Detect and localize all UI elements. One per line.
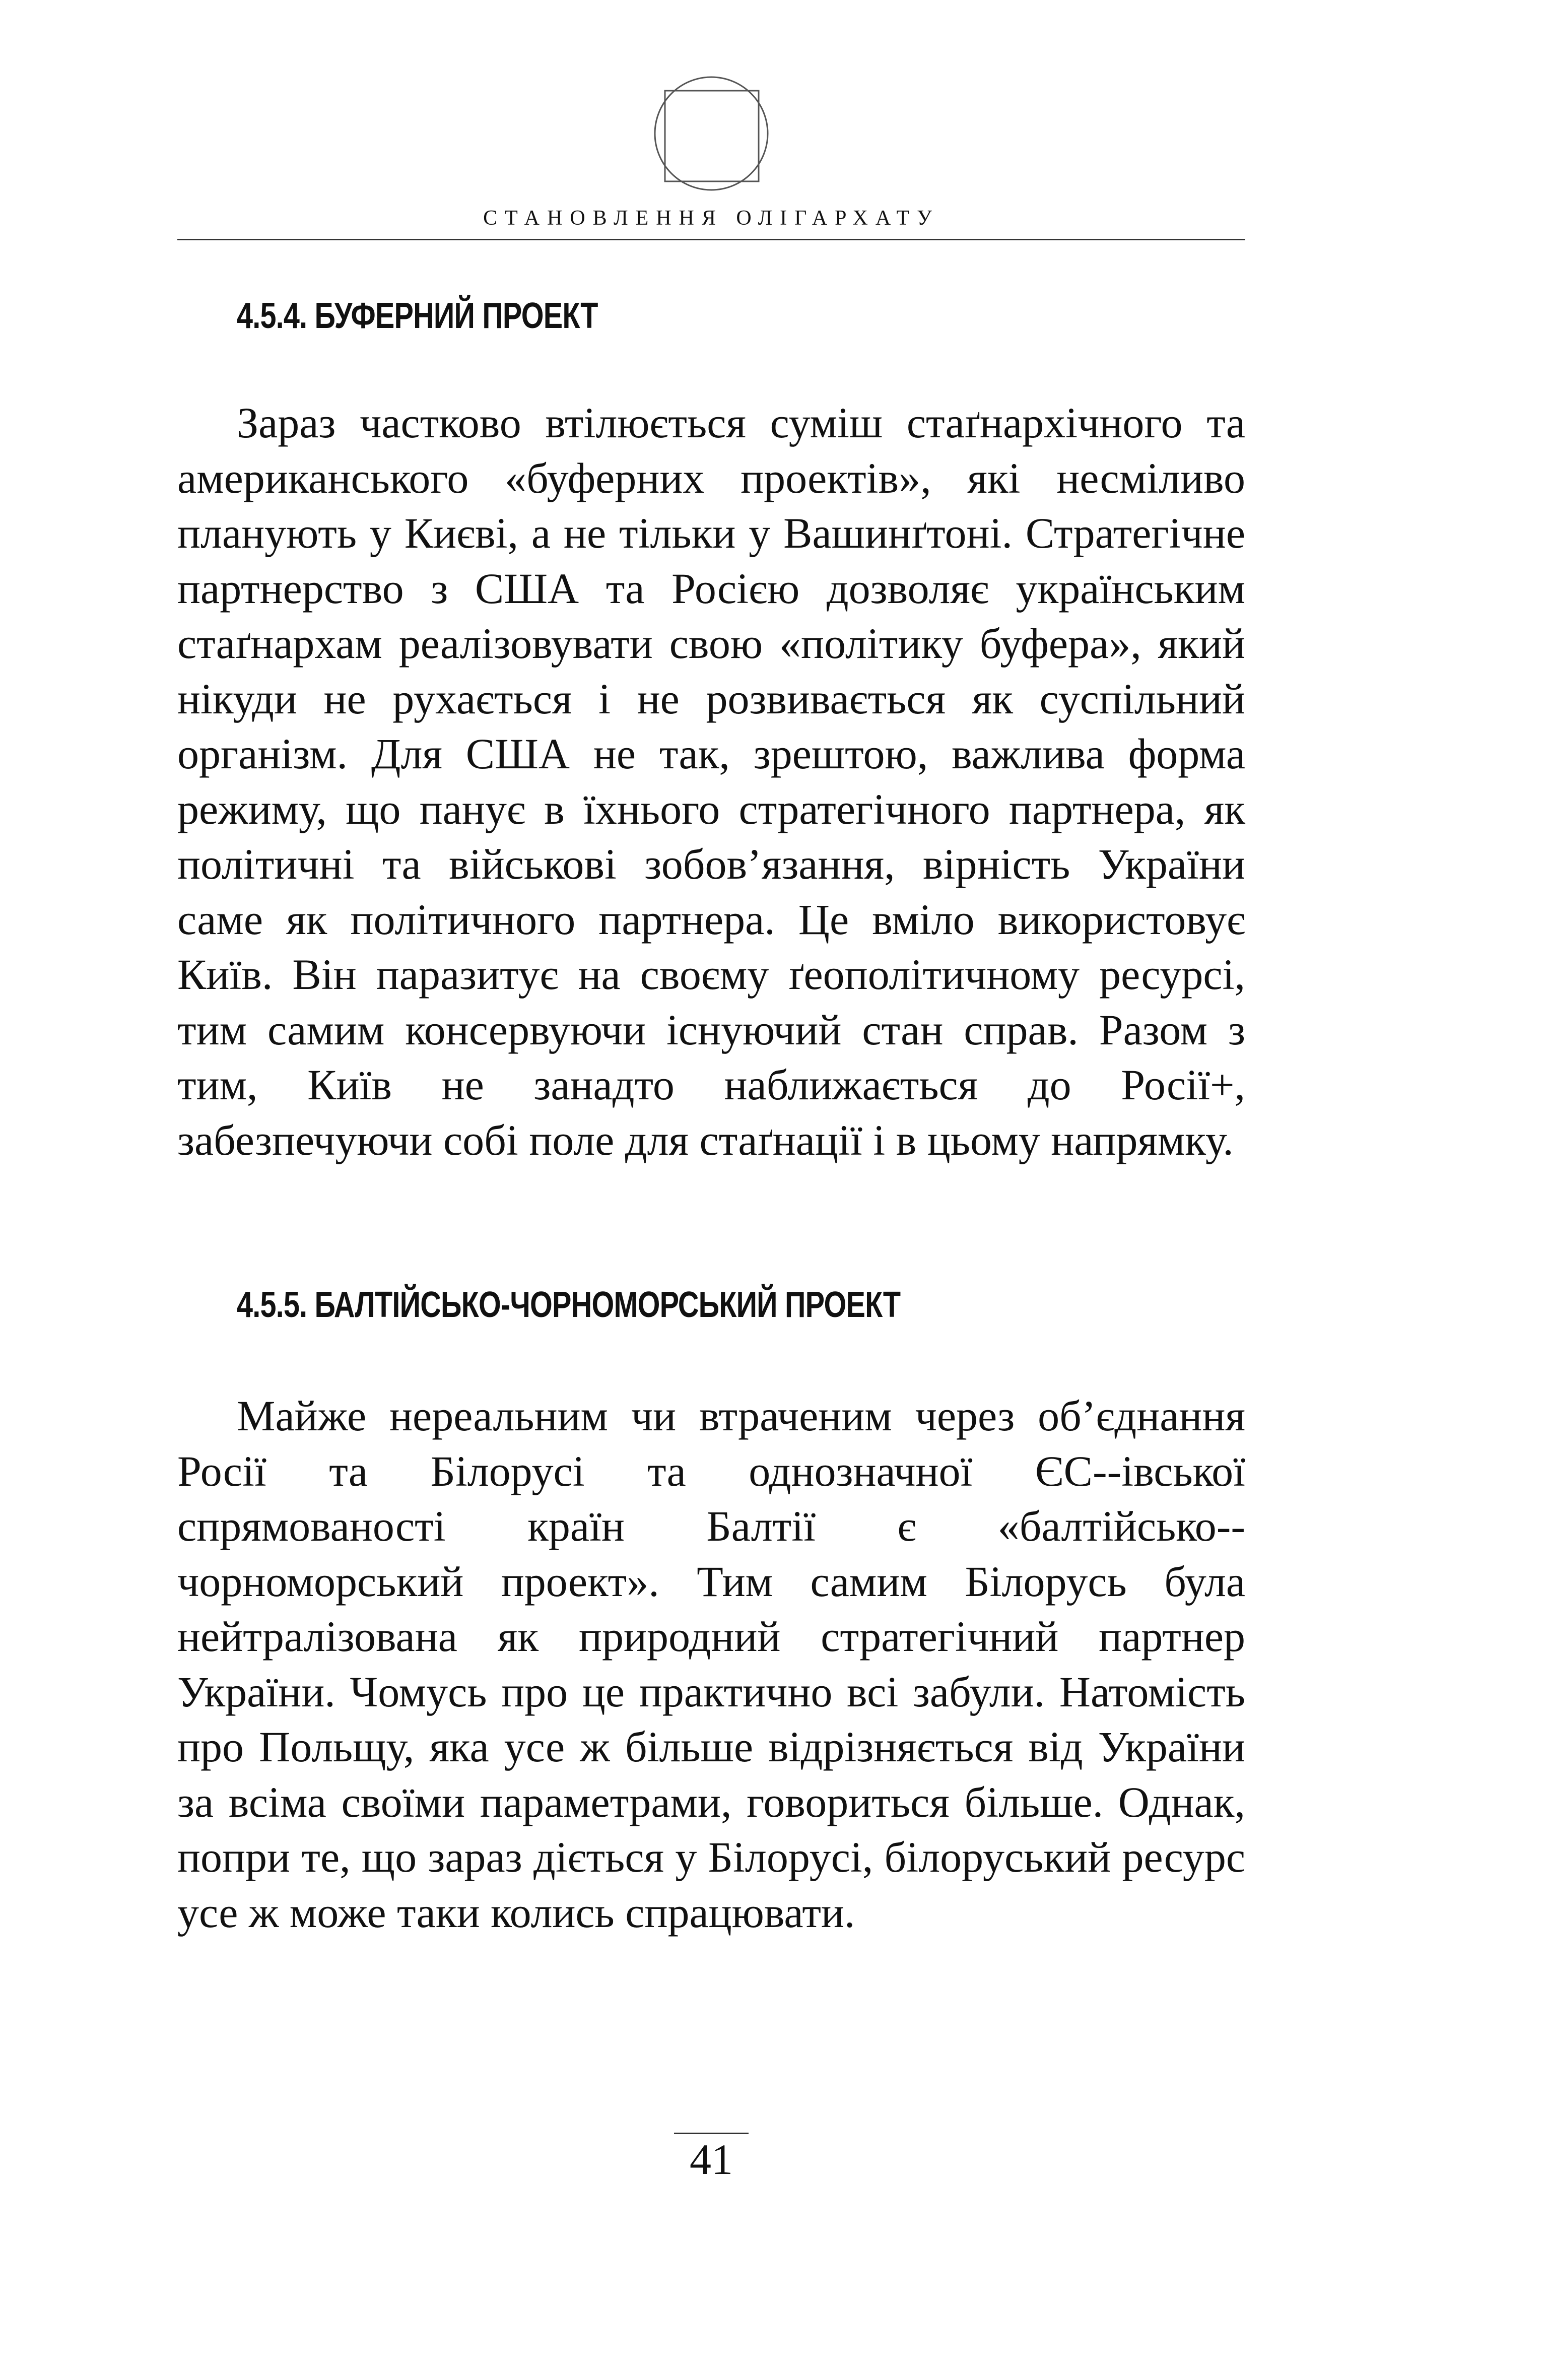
page-number: 41 (690, 2135, 733, 2184)
circle-square-emblem-icon (653, 76, 769, 191)
running-head: СТАНОВЛЕННЯ ОЛІГАРХАТУ (483, 207, 939, 230)
section-heading-buffer-project: 4.5.4. БУФЕРНИЙ ПРОЕКТ (237, 296, 598, 336)
section-paragraph-buffer-project: Зараз частково втілюється суміш стаґнархічного та американського «буферних проектів», які несміливо планують у Києві, а не тільки у Вашинґтоні. Стратегічне партнерство з США та Росією дозволяє українським стаґнархам реалізовувати свою «політику буфера», який нікуди не рухається і не розвивається як суспільний організм. Для США не так, зрештою, важлива форма режиму, що панує в їхнього стратегічного партнера, як політичні та військові зобов’язання, вірність України саме як політичного партнера. Це вміло використовує Київ. Він паразитує на своєму ґеополітичному ресурсі, тим самим консервуючи існуючий стан справ. Разом з тим, Київ не занадто наближається до Росії+, забезпечуючи собі поле для стаґнації і в цьому напрямку. (177, 399, 1245, 1164)
header-rule (177, 239, 1245, 240)
section-heading-baltic-black-sea-project: 4.5.5. БАЛТІЙСЬКО-ЧОРНОМОРСЬКИЙ ПРОЕКТ (237, 1285, 901, 1325)
section-paragraph-baltic-black-sea-project: Майже нереальним чи втраченим через об’єднання Росії та Білорусі та однозначної ЄС--івської спрямованості країн Балтії є «балтійсько--чорноморський проект». Тим самим Білорусь була нейтралізована як природний стратегічний партнер України. Чомусь про це практично всі забули. Натомість про Польщу, яка усе ж більше відрізняється від України за всіма своїми параметрами, говориться більше. Однак, попри те, що зараз діється у Білорусі, білоруський ресурс усе ж може таки колись спрацювати. (177, 1392, 1245, 1937)
